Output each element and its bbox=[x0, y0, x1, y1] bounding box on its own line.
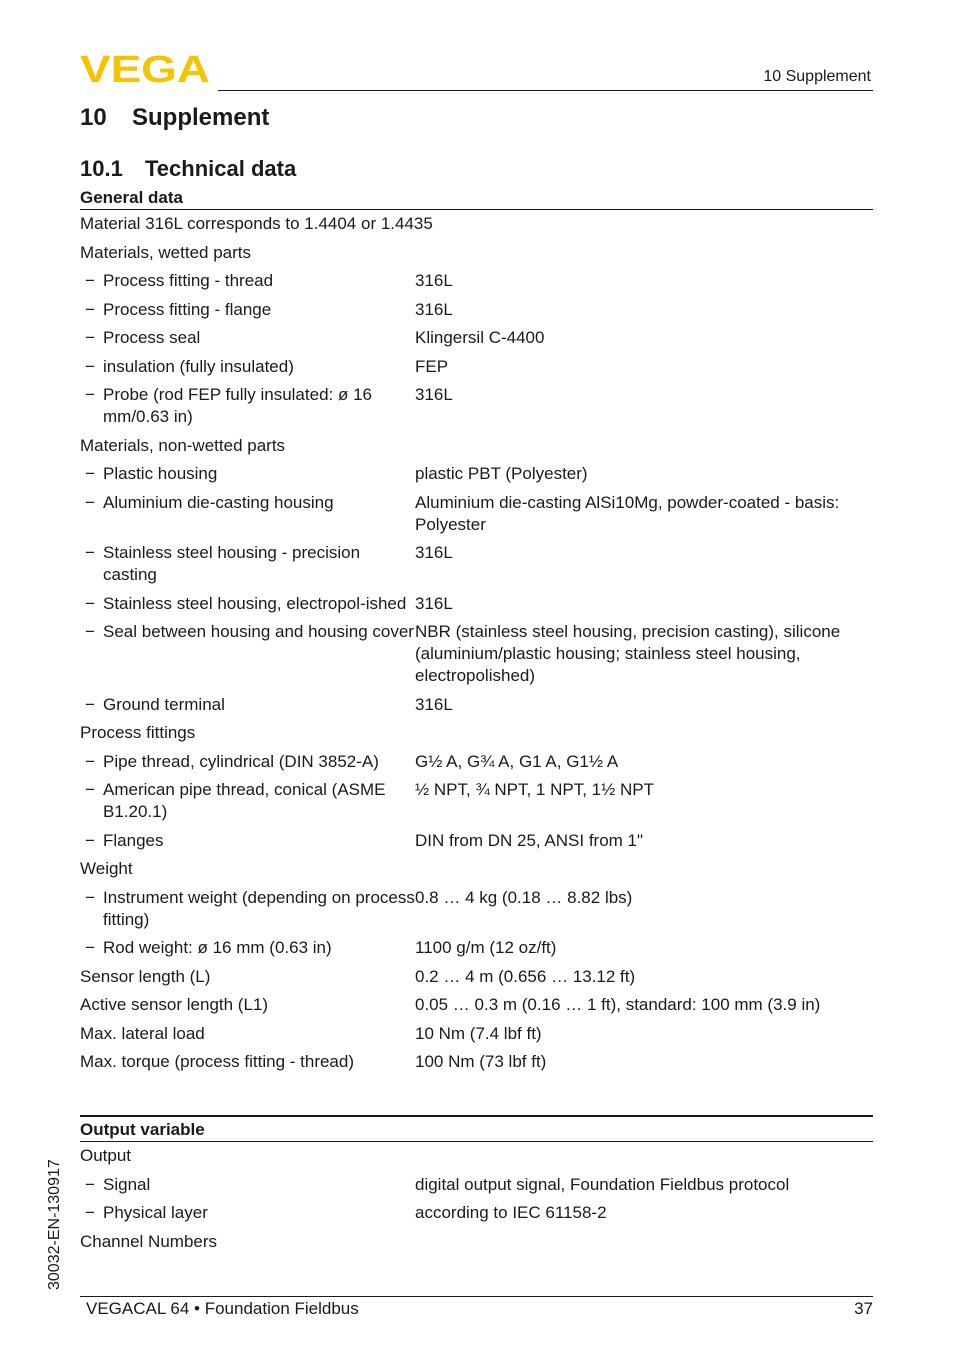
row-value: DIN from DN 25, ANSI from 1" bbox=[415, 830, 644, 850]
page-number: 37 bbox=[854, 1299, 873, 1318]
row-label: − Instrument weight (depending on process fitting) bbox=[80, 887, 415, 931]
general-data-heading: General data bbox=[80, 187, 873, 210]
document-code: 30032-EN-130917 bbox=[46, 1159, 63, 1290]
row-label: − Flanges bbox=[80, 830, 415, 852]
row-value: 316L bbox=[415, 271, 453, 290]
row-label: Process fittings bbox=[80, 723, 196, 742]
table-row bbox=[80, 1202, 873, 1231]
row-label: − Aluminium die-casting housing bbox=[80, 492, 415, 536]
table-row bbox=[80, 621, 873, 694]
table-row bbox=[80, 779, 873, 830]
row-label: − Seal between housing and housing cover bbox=[80, 621, 415, 687]
output-variable-heading: Output variable bbox=[80, 1115, 873, 1142]
table-row bbox=[80, 1023, 873, 1052]
row-label: Output bbox=[80, 1146, 132, 1165]
section-text: Technical data bbox=[145, 156, 297, 181]
row-value: 0.8 … 4 kg (0.18 … 8.82 lbs) bbox=[415, 887, 633, 907]
general-data-table bbox=[80, 187, 873, 1080]
table-row bbox=[80, 722, 873, 751]
table-row bbox=[80, 830, 873, 859]
section-title bbox=[80, 156, 296, 182]
table-row bbox=[80, 966, 873, 995]
table-row bbox=[80, 994, 873, 1023]
row-label: − Pipe thread, cylindrical (DIN 3852-A) bbox=[80, 751, 415, 773]
general-data-rows bbox=[80, 213, 873, 1080]
table-row bbox=[80, 751, 873, 780]
row-value: 316L bbox=[415, 593, 453, 613]
row-value: 0.05 … 0.3 m (0.16 … 1 ft), standard: 100 mm (3.9 in) bbox=[415, 995, 821, 1014]
row-value: 0.2 … 4 m (0.656 … 13.12 ft) bbox=[415, 966, 636, 986]
table-row bbox=[80, 435, 873, 464]
row-value: plastic PBT (Polyester) bbox=[415, 464, 588, 483]
row-value: digital output signal, Foundation Fieldbus protocol bbox=[415, 1174, 790, 1194]
row-label: − Process seal bbox=[80, 327, 415, 349]
chapter-number: 10 bbox=[80, 104, 107, 131]
row-label: − insulation (fully insulated) bbox=[80, 356, 415, 378]
table-row bbox=[80, 694, 873, 723]
row-value: according to IEC 61158-2 bbox=[415, 1203, 607, 1222]
vega-logo bbox=[80, 52, 212, 84]
row-label: − Probe (rod FEP fully insulated: ø 16 mm/0.63 in) bbox=[80, 384, 415, 428]
table-row bbox=[80, 1145, 873, 1174]
row-label: Material 316L corresponds to 1.4404 or 1.4435 bbox=[80, 214, 433, 233]
table-row bbox=[80, 1231, 873, 1260]
svg-text:VEGA: VEGA bbox=[80, 52, 210, 84]
table-row bbox=[80, 327, 873, 356]
row-label: − Rod weight: ø 16 mm (0.63 in) bbox=[80, 937, 415, 959]
table-row bbox=[80, 384, 873, 435]
row-label: − Plastic housing bbox=[80, 463, 415, 485]
row-value: Aluminium die-casting AlSi10Mg, powder-coated - basis: Polyester bbox=[415, 492, 840, 534]
row-value: 316L bbox=[415, 694, 453, 714]
table-row bbox=[80, 858, 873, 887]
table-row bbox=[80, 270, 873, 299]
output-variable-rows bbox=[80, 1145, 873, 1259]
row-label: − Process fitting - flange bbox=[80, 299, 415, 321]
row-label: Max. lateral load bbox=[80, 1023, 205, 1043]
footer-rule bbox=[80, 1296, 873, 1297]
table-row bbox=[80, 492, 873, 543]
header-rule bbox=[218, 90, 873, 91]
row-label: − Physical layer bbox=[80, 1202, 415, 1224]
row-label: Channel Numbers bbox=[80, 1231, 218, 1251]
table-row bbox=[80, 356, 873, 385]
row-value: 316L bbox=[415, 299, 453, 319]
chapter-text: Supplement bbox=[132, 104, 270, 131]
row-label: − Signal bbox=[80, 1174, 415, 1196]
row-value: 316L bbox=[415, 385, 453, 404]
row-label: − Ground terminal bbox=[80, 694, 415, 716]
row-value: Klingersil C-4400 bbox=[415, 328, 545, 347]
footer-product: VEGACAL 64 • Foundation Fieldbus bbox=[86, 1299, 359, 1318]
header-section-label: 10 Supplement bbox=[763, 68, 871, 85]
row-label: Materials, non-wetted parts bbox=[80, 435, 286, 455]
row-value: 316L bbox=[415, 543, 453, 562]
row-value: G½ A, G¾ A, G1 A, G1½ A bbox=[415, 751, 619, 771]
output-variable-table bbox=[80, 1115, 873, 1259]
chapter-title bbox=[80, 104, 269, 132]
row-label: − American pipe thread, conical (ASME B1.20.1) bbox=[80, 779, 415, 823]
row-value: 100 Nm (73 lbf ft) bbox=[415, 1052, 547, 1071]
table-row bbox=[80, 593, 873, 622]
row-value: FEP bbox=[415, 356, 449, 376]
row-label: Sensor length (L) bbox=[80, 966, 211, 986]
table-row bbox=[80, 887, 873, 938]
table-row bbox=[80, 299, 873, 328]
table-row bbox=[80, 213, 873, 242]
row-label: − Stainless steel housing, electropol-ished bbox=[80, 593, 415, 615]
table-row bbox=[80, 542, 873, 593]
row-label: Max. torque (process fitting - thread) bbox=[80, 1052, 355, 1071]
table-row bbox=[80, 242, 873, 271]
row-label: Materials, wetted parts bbox=[80, 242, 252, 262]
row-label: Weight bbox=[80, 859, 133, 878]
row-value: 1100 g/m (12 oz/ft) bbox=[415, 938, 557, 957]
section-number: 10.1 bbox=[80, 156, 123, 181]
row-label: Active sensor length (L1) bbox=[80, 995, 269, 1014]
row-label: − Stainless steel housing - precision casting bbox=[80, 542, 415, 586]
table-row bbox=[80, 463, 873, 492]
row-value: 10 Nm (7.4 lbf ft) bbox=[415, 1023, 542, 1043]
row-value: ½ NPT, ¾ NPT, 1 NPT, 1½ NPT bbox=[415, 780, 655, 799]
row-label: − Process fitting - thread bbox=[80, 270, 415, 292]
table-row bbox=[80, 937, 873, 966]
table-row bbox=[80, 1051, 873, 1080]
table-row bbox=[80, 1174, 873, 1203]
row-value: NBR (stainless steel housing, precision casting), silicone (aluminium/plastic housing; stainless steel housing, electropolished) bbox=[415, 622, 841, 685]
